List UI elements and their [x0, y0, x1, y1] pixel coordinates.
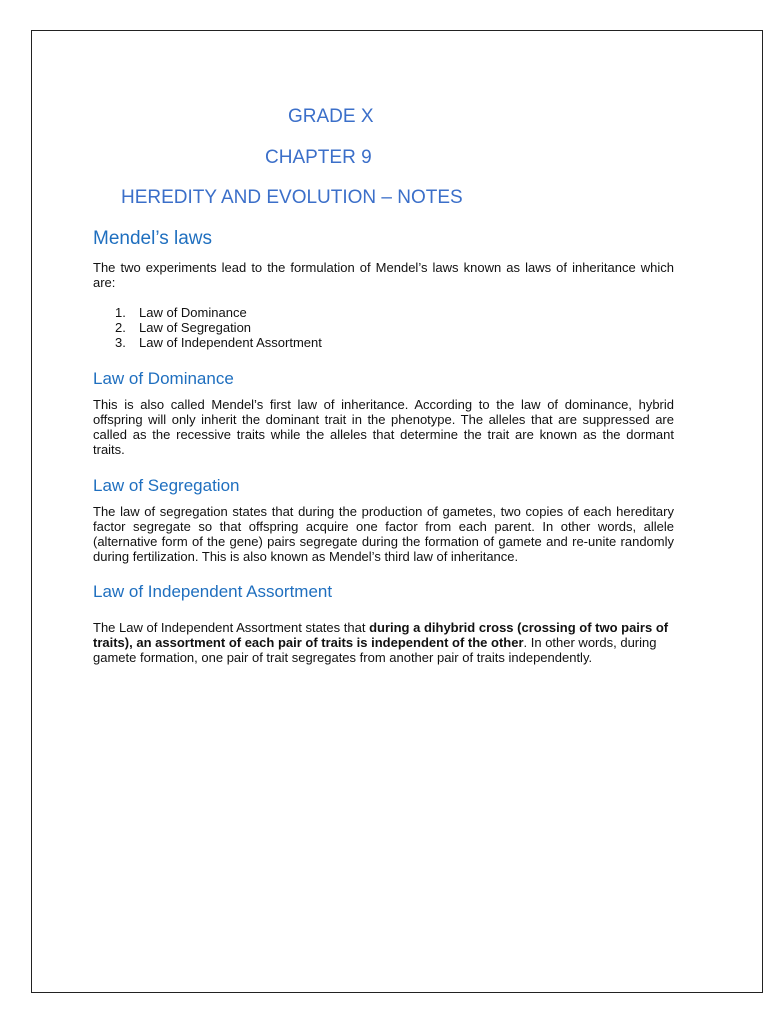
list-number: 1. [115, 305, 126, 320]
list-number: 2. [115, 320, 126, 335]
dominance-text: This is also called Mendel’s first law of inheritance. According to the law of dominance, hybrid offspring will only inherit the dominant trait in the phenotype. The alleles that are suppressed are called as the recessive traits while the alleles that determine the trait are known as the dormant traits. [93, 397, 674, 457]
independent-assortment-text [93, 620, 677, 665]
list-text: Law of Segregation [139, 320, 252, 335]
laws-list [115, 305, 322, 350]
independent-text-bold: during a dihybrid cross (crossing of two pairs of traits), an assortment of each pair of traits is independent of the other [93, 620, 669, 650]
chapter-title: CHAPTER 9 [265, 147, 372, 168]
grade-title: GRADE X [288, 106, 374, 127]
list-item [115, 305, 322, 320]
list-item [115, 335, 322, 350]
independent-text-start: The Law of Independent Assortment states that [93, 620, 370, 635]
independent-text-end: . In other words, during gamete formation, one pair of trait segregates from another pair of traits independently. [93, 635, 657, 665]
list-text: Law of Dominance [139, 305, 247, 320]
list-number: 3. [115, 335, 126, 350]
segregation-text: The law of segregation states that during the production of gametes, two copies of each hereditary factor segregate so that offspring acquire one factor from each parent. In other words, allele (alternative form of the gene) pairs segregate during the formation of gamete and re-unite randomly during fertilization. This is also known as Mendel’s third law of inheritance. [93, 504, 674, 564]
segregation-heading: Law of Segregation [93, 476, 240, 495]
list-text: Law of Independent Assortment [139, 335, 322, 350]
list-item [115, 320, 322, 335]
independent-assortment-heading: Law of Independent Assortment [93, 582, 333, 601]
dominance-heading: Law of Dominance [93, 369, 234, 388]
mendels-laws-heading: Mendel’s laws [93, 228, 212, 249]
notes-title: HEREDITY AND EVOLUTION – NOTES [121, 187, 463, 208]
mendels-laws-intro: The two experiments lead to the formulation of Mendel’s laws known as laws of inheritance which are: [93, 260, 674, 290]
